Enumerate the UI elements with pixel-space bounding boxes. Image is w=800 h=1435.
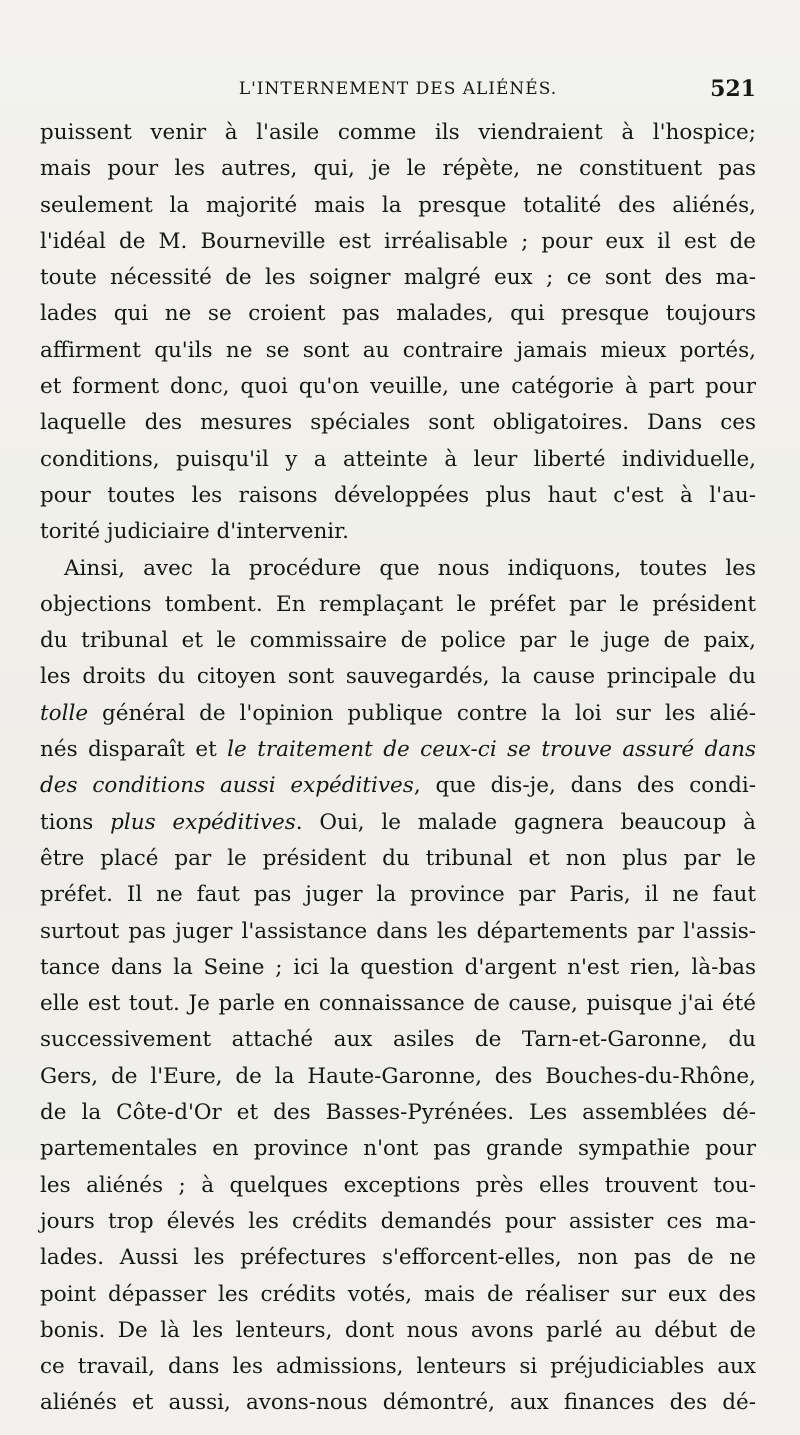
text-line: [40, 587, 756, 623]
text-run: nés disparaît et: [40, 737, 228, 763]
italic-run: le traitement de ceux-ci se trouve assuré dans: [227, 737, 756, 763]
text-line: [40, 442, 756, 478]
italic-run: plus expéditives: [110, 809, 296, 835]
text-run: affirment qu'ils ne se sont au contraire jamais mieux portés,: [40, 337, 756, 363]
text-line: [40, 296, 756, 332]
text-line: [40, 1204, 756, 1240]
text-line: [40, 659, 756, 695]
text-run: de la Côte-d'Or et des Basses-Pyrénées. Les assemblées dé-: [40, 1100, 756, 1126]
text-run: successivement attaché aux asiles de Tarn-et-Garonne, du: [40, 1027, 756, 1053]
text-line: [40, 1131, 756, 1167]
text-line: [40, 1059, 756, 1095]
text-run: bonis. De là les lenteurs, dont nous avons parlé au début de: [40, 1317, 756, 1343]
text-run: Gers, de l'Eure, de la Haute-Garonne, des Bouches-du-Rhône,: [40, 1063, 756, 1089]
text-line: [40, 877, 756, 913]
text-line: [40, 1095, 756, 1131]
text-run: et forment donc, quoi qu'on veuille, une catégorie à part pour: [40, 374, 756, 400]
text-run: mais pour les autres, qui, je le répète, ne constituent pas: [40, 156, 756, 182]
text-run: être placé par le président du tribunal et non plus par le: [40, 845, 756, 871]
text-run: torité judiciaire d'intervenir.: [40, 519, 349, 545]
text-line: [40, 1022, 756, 1058]
text-line: [40, 115, 756, 151]
text-line: [40, 188, 756, 224]
text-run: surtout pas juger l'assistance dans les départements par l'assis-: [40, 918, 756, 944]
text-line: [40, 514, 756, 550]
italic-run: des conditions aussi expéditives: [40, 773, 414, 799]
text-run: lades. Aussi les préfectures s'efforcent-elles, non pas de ne: [40, 1245, 756, 1271]
text-line: [40, 260, 756, 296]
text-run: tions: [40, 809, 111, 835]
text-run: conditions, puisqu'il y a atteinte à leur liberté individuelle,: [40, 446, 756, 472]
text-line: [40, 478, 756, 514]
running-head: [40, 76, 756, 106]
text-line: [40, 805, 756, 841]
text-run: les aliénés ; à quelques exceptions près elles trouvent tou-: [40, 1172, 756, 1198]
text-run: du tribunal et le commissaire de police par le juge de paix,: [40, 628, 756, 654]
text-run: , que dis-je, dans des condi-: [413, 773, 757, 799]
text-run: point dépasser les crédits votés, mais de réaliser sur eux des: [40, 1281, 756, 1307]
text-run: laquelle des mesures spéciales sont obligatoires. Dans ces: [40, 410, 756, 436]
text-line: [40, 950, 756, 986]
text-line: [40, 1240, 756, 1276]
text-line: [40, 333, 756, 369]
text-line: [40, 914, 756, 950]
text-run: les droits du citoyen sont sauvegardés, la cause principale du: [40, 664, 756, 690]
text-run: jours trop élevés les crédits demandés pour assister ces ma-: [40, 1208, 756, 1234]
text-line: [40, 151, 756, 187]
text-run: partementales en province n'ont pas grande sympathie pour: [40, 1136, 756, 1162]
text-line: [40, 841, 756, 877]
text-run: objections tombent. En remplaçant le préfet par le président: [40, 591, 756, 617]
text-line: [40, 623, 756, 659]
text-line: [40, 405, 756, 441]
text-line: [40, 369, 756, 405]
text-run: lades qui ne se croient pas malades, qui presque toujours: [40, 301, 756, 327]
text-run: l'idéal de M. Bourneville est irréalisable ; pour eux il est de: [40, 228, 756, 254]
text-run: aliénés et aussi, avons-nous démontré, aux finances des dé-: [40, 1390, 756, 1416]
text-line: [40, 1313, 756, 1349]
page-number: 521: [710, 76, 756, 102]
italic-run: tolle: [40, 700, 89, 726]
text-run: ce travail, dans les admissions, lenteurs si préjudiciables aux: [40, 1354, 756, 1380]
text-run: toute nécessité de les soigner malgré eux ; ce sont des ma-: [40, 265, 756, 291]
text-line: [40, 1385, 756, 1421]
text-line: [40, 551, 756, 587]
text-run: préfet. Il ne faut pas juger la province par Paris, il ne faut: [40, 882, 756, 908]
running-head-title: L'INTERNEMENT DES ALIÉNÉS.: [238, 79, 558, 99]
text-line: [40, 732, 756, 768]
text-line: [40, 986, 756, 1022]
text-line: [40, 696, 756, 732]
text-run: pour toutes les raisons développées plus haut c'est à l'au-: [40, 482, 756, 508]
body-text: [40, 115, 756, 1422]
text-run: tance dans la Seine ; ici la question d'argent n'est rien, là-bas: [40, 954, 756, 980]
text-run: général de l'opinion publique contre la loi sur les alié-: [88, 700, 756, 726]
text-line: [40, 224, 756, 260]
text-line: [40, 1349, 756, 1385]
text-line: [40, 768, 756, 804]
text-line: [40, 1168, 756, 1204]
text-run: puissent venir à l'asile comme ils viendraient à l'hospice;: [40, 120, 756, 145]
text-run: Ainsi, avec la procédure que nous indiquons, toutes les: [64, 555, 756, 581]
text-run: elle est tout. Je parle en connaissance de cause, puisque j'ai été: [40, 991, 756, 1017]
text-line: [40, 1277, 756, 1313]
text-run: seulement la majorité mais la presque totalité des aliénés,: [40, 192, 756, 218]
text-run: . Oui, le malade gagnera beaucoup à: [295, 809, 756, 835]
